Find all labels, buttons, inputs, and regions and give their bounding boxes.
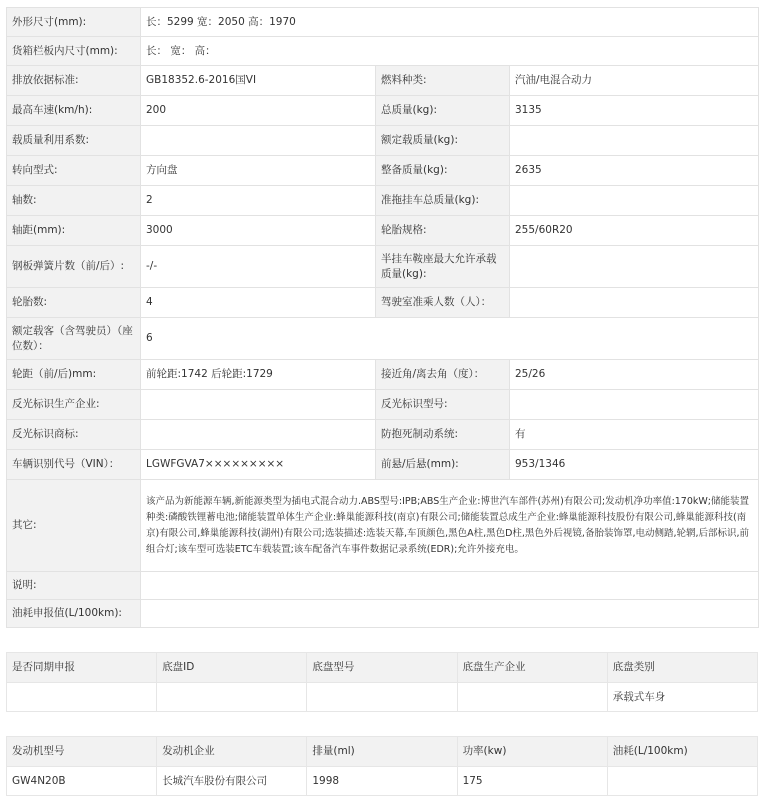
spec-row-notes — [7, 572, 759, 600]
table-cell — [157, 683, 307, 712]
spec-label: 防抱死制动系统: — [376, 420, 510, 450]
spec-label: 接近角/离去角（度）： — [376, 360, 510, 390]
spec-row — [7, 186, 759, 216]
table-cell — [7, 683, 157, 712]
spec-label: 燃料种类: — [376, 66, 510, 96]
spec-label: 最高车速(km/h): — [7, 96, 141, 126]
spec-label: 载质量利用系数: — [7, 126, 141, 156]
spec-label: 额定载客（含驾驶员）（座位数）： — [7, 318, 141, 360]
spec-label: 额定载质量(kg): — [376, 126, 510, 156]
spec-row — [7, 156, 759, 186]
spec-value: 汽油/电混合动力 — [510, 66, 759, 96]
column-header: 排量(ml) — [307, 737, 457, 767]
spec-label: 反光标识商标: — [7, 420, 141, 450]
spec-row — [7, 216, 759, 246]
spec-value: 2635 — [510, 156, 759, 186]
spec-value: 255/60R20 — [510, 216, 759, 246]
spec-label: 准拖挂车总质量(kg): — [376, 186, 510, 216]
spec-row — [7, 96, 759, 126]
spec-label: 半挂车鞍座最大允许承载质量(kg): — [376, 246, 510, 288]
spec-value — [510, 246, 759, 288]
spec-row-other — [7, 480, 759, 572]
engine-table — [6, 736, 758, 796]
spec-label: 车辆识别代号（VIN）： — [7, 450, 141, 480]
spec-label: 轮胎数: — [7, 288, 141, 318]
vehicle-spec-page — [6, 0, 758, 796]
spec-value — [141, 600, 759, 628]
spec-label: 轴距(mm): — [7, 216, 141, 246]
column-header: 底盘生产企业 — [457, 653, 607, 683]
spec-value — [510, 126, 759, 156]
spec-label: 整备质量(kg): — [376, 156, 510, 186]
column-header: 是否同期申报 — [7, 653, 157, 683]
spec-row — [7, 246, 759, 288]
column-header: 功率(kw) — [457, 737, 607, 767]
spec-value: 长： 宽： 高： — [141, 37, 759, 66]
column-header: 底盘类别 — [607, 653, 757, 683]
spec-value — [141, 420, 376, 450]
spec-label: 货箱栏板内尺寸(mm): — [7, 37, 141, 66]
spec-value — [141, 126, 376, 156]
spec-row — [7, 66, 759, 96]
spec-value: 25/26 — [510, 360, 759, 390]
table-cell — [457, 683, 607, 712]
spec-row — [7, 126, 759, 156]
spec-label: 排放依据标准: — [7, 66, 141, 96]
spec-label: 总质量(kg): — [376, 96, 510, 126]
table-row — [7, 683, 758, 712]
engine-header-row — [7, 737, 758, 767]
spec-label: 说明: — [7, 572, 141, 600]
spec-row — [7, 450, 759, 480]
spec-label: 油耗申报值(L/100km): — [7, 600, 141, 628]
spec-value: 长：5299 宽：2050 高：1970 — [141, 8, 759, 37]
chassis-table — [6, 652, 758, 712]
column-header: 发动机企业 — [157, 737, 307, 767]
spec-value: 200 — [141, 96, 376, 126]
spec-row-seats — [7, 318, 759, 360]
spec-label: 轮胎规格: — [376, 216, 510, 246]
spec-label: 转向型式: — [7, 156, 141, 186]
spec-value: 3000 — [141, 216, 376, 246]
spec-value: 前轮距:1742 后轮距:1729 — [141, 360, 376, 390]
table-cell: 承载式车身 — [607, 683, 757, 712]
spec-value — [141, 572, 759, 600]
spec-label: 前悬/后悬(mm): — [376, 450, 510, 480]
spec-label: 其它: — [7, 480, 141, 572]
spec-row-dimensions — [7, 8, 759, 37]
table-cell: GW4N20B — [7, 767, 157, 796]
spec-value — [141, 390, 376, 420]
spec-label: 驾驶室准乘人数（人）： — [376, 288, 510, 318]
spec-value — [510, 390, 759, 420]
spec-label: 轴数: — [7, 186, 141, 216]
table-row — [7, 767, 758, 796]
spec-value: 方向盘 — [141, 156, 376, 186]
spec-row-fuel — [7, 600, 759, 628]
spec-label: 轮距（前/后)mm: — [7, 360, 141, 390]
table-cell: 175 — [457, 767, 607, 796]
spec-value: 6 — [141, 318, 759, 360]
spec-value — [510, 288, 759, 318]
table-cell: 1998 — [307, 767, 457, 796]
spec-label: 反光标识生产企业: — [7, 390, 141, 420]
spec-label: 钢板弹簧片数（前/后）: — [7, 246, 141, 288]
spec-value-other: 该产品为新能源车辆,新能源类型为插电式混合动力.ABS型号:IPB;ABS生产企业:博世汽车部件(苏州)有限公司;发动机净功率值:170kW;储能装置种类:磷酸铁锂蓄电池;储能装置单体生产企业:蜂巢能源科技(南京)有限公司;储能装置总成生产企业:蜂巢能源科技股份有限公司,蜂巢能源科技(南京)有限公司,蜂巢能源科技(湖州)有限公司;选装描述:选装天幕,车顶颜色,黑色A柱,黑色D柱,黑色外后视镜,备胎装饰罩,电动侧踏,轮辋,后部标识,前组合灯;该车型可选装ETC车载装置;该车配备汽车事件数据记录系统(EDR);允许外接充电。 — [141, 480, 759, 572]
spec-value: 953/1346 — [510, 450, 759, 480]
spec-value: 有 — [510, 420, 759, 450]
spec-value: GB18352.6-2016国VI — [141, 66, 376, 96]
spec-value — [510, 186, 759, 216]
spec-value: 2 — [141, 186, 376, 216]
spec-value: LGWFGVA7××××××××× — [141, 450, 376, 480]
table-cell — [607, 767, 757, 796]
spec-value: -/- — [141, 246, 376, 288]
spec-table — [6, 7, 759, 628]
column-header: 底盘ID — [157, 653, 307, 683]
spec-row — [7, 390, 759, 420]
spec-value: 3135 — [510, 96, 759, 126]
spec-row — [7, 420, 759, 450]
spec-row-cargo-box — [7, 37, 759, 66]
spec-row — [7, 288, 759, 318]
chassis-header-row — [7, 653, 758, 683]
spec-value: 4 — [141, 288, 376, 318]
spec-label: 反光标识型号: — [376, 390, 510, 420]
column-header: 油耗(L/100km) — [607, 737, 757, 767]
column-header: 发动机型号 — [7, 737, 157, 767]
table-cell: 长城汽车股份有限公司 — [157, 767, 307, 796]
spec-row — [7, 360, 759, 390]
column-header: 底盘型号 — [307, 653, 457, 683]
table-cell — [307, 683, 457, 712]
spec-label: 外形尺寸(mm): — [7, 8, 141, 37]
